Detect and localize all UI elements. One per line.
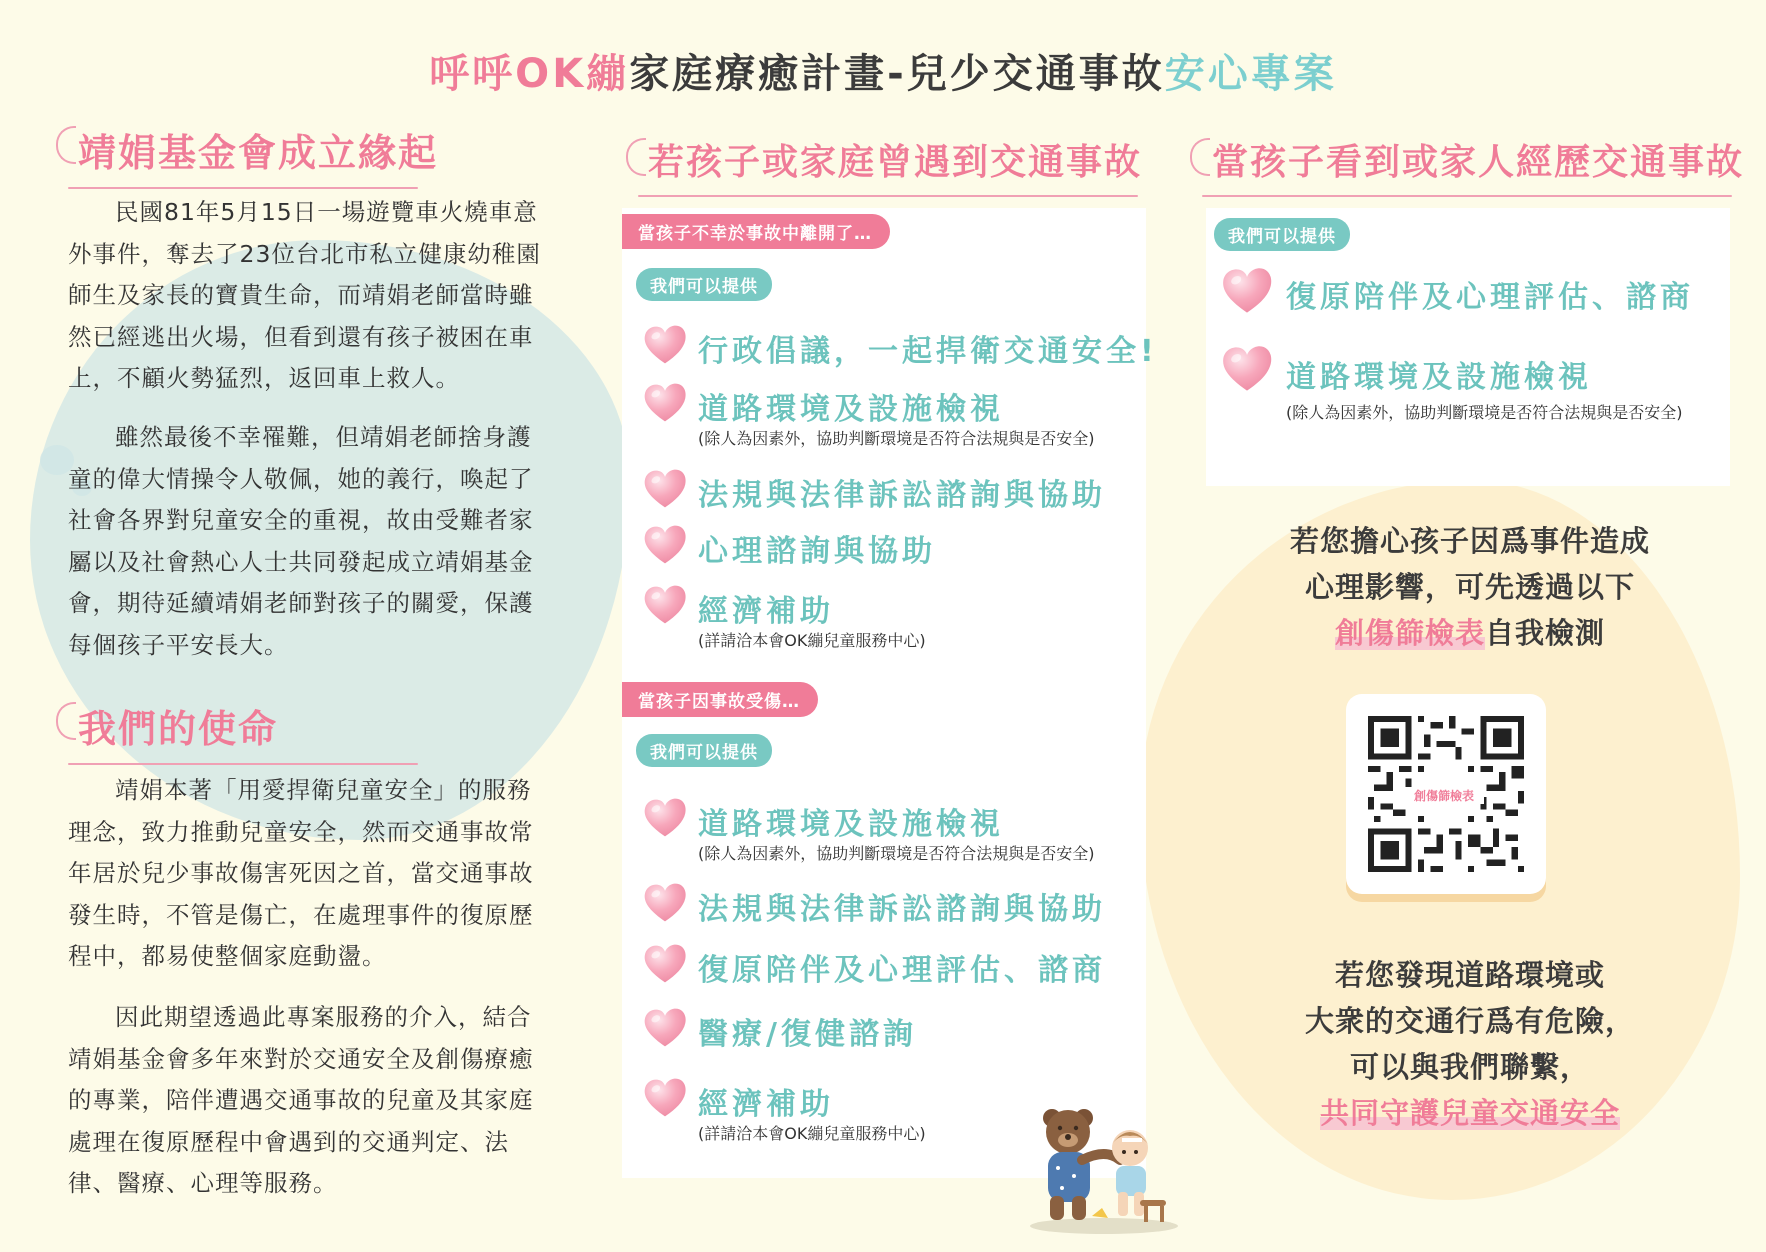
service-note: (除人為因素外，協助判斷環境是否符合法規與是否安全) — [1286, 403, 1683, 422]
contact-line: 大衆的交通行爲有危險， — [1304, 1004, 1635, 1038]
service-label: 心理諮詢與協助 — [698, 534, 936, 569]
section-heading-witness — [1212, 134, 1744, 185]
heading-text: 靖娟基金會成立緣起 — [78, 131, 439, 175]
service-note: (詳請洽本會OK繃兒童服務中心) — [698, 1124, 926, 1143]
bear-and-child-illustration — [1022, 1100, 1182, 1235]
heart-icon — [1220, 342, 1274, 396]
heading-text: 若孩子或家庭曾遇到交通事故 — [648, 142, 1143, 183]
service-label: 經濟補助 — [698, 594, 834, 629]
heart-icon — [642, 582, 688, 628]
heart-icon — [1220, 264, 1274, 318]
heart-icon — [642, 322, 688, 368]
service-note: (除人為因素外，協助判斷環境是否符合法規與是否安全) — [698, 844, 1095, 863]
heart-icon — [642, 466, 688, 512]
qr-code-card[interactable] — [1346, 694, 1546, 894]
mission-paragraph-1: 靖娟本著「用愛捍衛兒童安全」的服務理念，致力推動兒童安全，然而交通事故常年居於兒少事故傷害死因之首，當交通事故發生時，不管是傷亡，在處理事件的復原歷程中，都易使整個家庭動盪。 — [68, 776, 534, 970]
mission-paragraph-2: 因此期望透過此專案服務的介入，結合靖娟基金會多年來對於交通安全及創傷療癒的專業，陪伴遭遇交通事故的兒童及其家庭處理在復原歷程中會遇到的交通判定、法律、醫療、心理等服務。 — [68, 1003, 534, 1197]
page-title — [0, 42, 1766, 99]
prompt-line — [1170, 610, 1766, 656]
contact-line: 若您發現道路環境或 — [1334, 958, 1605, 992]
heading-underline — [1202, 195, 1732, 197]
service-label: 醫療/復健諮詢 — [698, 1017, 917, 1052]
heart-icon — [642, 941, 688, 987]
heading-curl-decoration — [56, 702, 76, 740]
origin-paragraph-1: 民國81年5月15日一場遊覽車火燒車意外事件，奪去了23位台北市私立健康幼稚園師生及家長的寶貴生命，而靖娟老師當時雖然已經逃出火場，但看到還有孩子被困在車上，不顧火勢猛烈，返回車上救人。 — [68, 198, 541, 392]
heart-icon — [642, 380, 688, 426]
origin-paragraph-2: 雖然最後不幸罹難，但靖娟老師捨身護童的偉大情操令人敬佩，她的義行，喚起了社會各界對兒童安全的重視，故由受難者家屬以及社會熱心人士共同發起成立靖娟基金會，期待延續靖娟老師對孩子的關愛，保護每個孩子平安長大。 — [68, 423, 534, 659]
heading-underline — [68, 187, 418, 189]
tag-child-injured: 當孩子因事故受傷… — [622, 682, 818, 717]
offer-badge: 我們可以提供 — [1214, 218, 1350, 251]
service-label: 法規與法律訴訟諮詢與協助 — [698, 892, 1106, 927]
title-brand: 呼呼OK繃 — [429, 51, 630, 97]
service-label: 道路環境及設施檢視 — [1286, 360, 1592, 395]
contact-line — [1170, 1090, 1766, 1136]
prompt-line: 心理影響，可先透過以下 — [1304, 570, 1635, 604]
service-label: 經濟補助 — [698, 1087, 834, 1122]
service-note: (除人為因素外，協助判斷環境是否符合法規與是否安全) — [698, 429, 1095, 448]
offer-badge: 我們可以提供 — [636, 734, 772, 767]
title-main: 家庭療癒計畫-兒少交通事故 — [629, 51, 1165, 97]
offer-badge: 我們可以提供 — [636, 268, 772, 301]
service-note: (詳請洽本會OK繃兒童服務中心) — [698, 631, 926, 650]
trauma-screen-highlight: 創傷篩檢表 — [1334, 616, 1485, 650]
heading-text: 當孩子看到或家人經歷交通事故 — [1212, 142, 1745, 183]
heading-curl-decoration — [626, 138, 646, 176]
heart-icon — [642, 522, 688, 568]
contact-highlight: 共同守護兒童交通安全 — [1319, 1096, 1620, 1130]
prompt-tail: 自我檢測 — [1485, 616, 1606, 650]
trauma-screen-prompt — [1170, 518, 1766, 656]
heart-icon — [642, 1075, 688, 1121]
service-label: 復原陪伴及心理評估、諮商 — [698, 953, 1106, 988]
heading-underline — [68, 763, 418, 765]
section-heading-origin — [78, 122, 438, 177]
section-heading-mission — [78, 698, 278, 753]
heart-icon — [642, 880, 688, 926]
service-label: 法規與法律訴訟諮詢與協助 — [698, 478, 1106, 513]
section-heading-accident — [648, 134, 1142, 185]
heart-icon — [642, 1005, 688, 1051]
service-label: 道路環境及設施檢視 — [698, 392, 1004, 427]
contact-prompt — [1170, 952, 1766, 1136]
tag-child-passed: 當孩子不幸於事故中離開了… — [622, 214, 890, 249]
service-label: 道路環境及設施檢視 — [698, 807, 1004, 842]
heart-icon — [642, 795, 688, 841]
contact-line: 可以與我們聯繫， — [1349, 1050, 1590, 1084]
heading-curl-decoration — [1190, 138, 1210, 176]
service-label: 行政倡議，一起捍衛交通安全! — [698, 334, 1158, 369]
service-label: 復原陪伴及心理評估、諮商 — [1286, 280, 1694, 315]
qr-code-label: 創傷篩檢表 — [1404, 787, 1484, 804]
heading-text: 我們的使命 — [78, 707, 279, 751]
title-project: 安心專案 — [1164, 51, 1337, 97]
heading-curl-decoration — [56, 126, 76, 164]
heading-underline — [638, 195, 1138, 197]
prompt-line: 若您擔心孩子因爲事件造成 — [1289, 524, 1650, 558]
